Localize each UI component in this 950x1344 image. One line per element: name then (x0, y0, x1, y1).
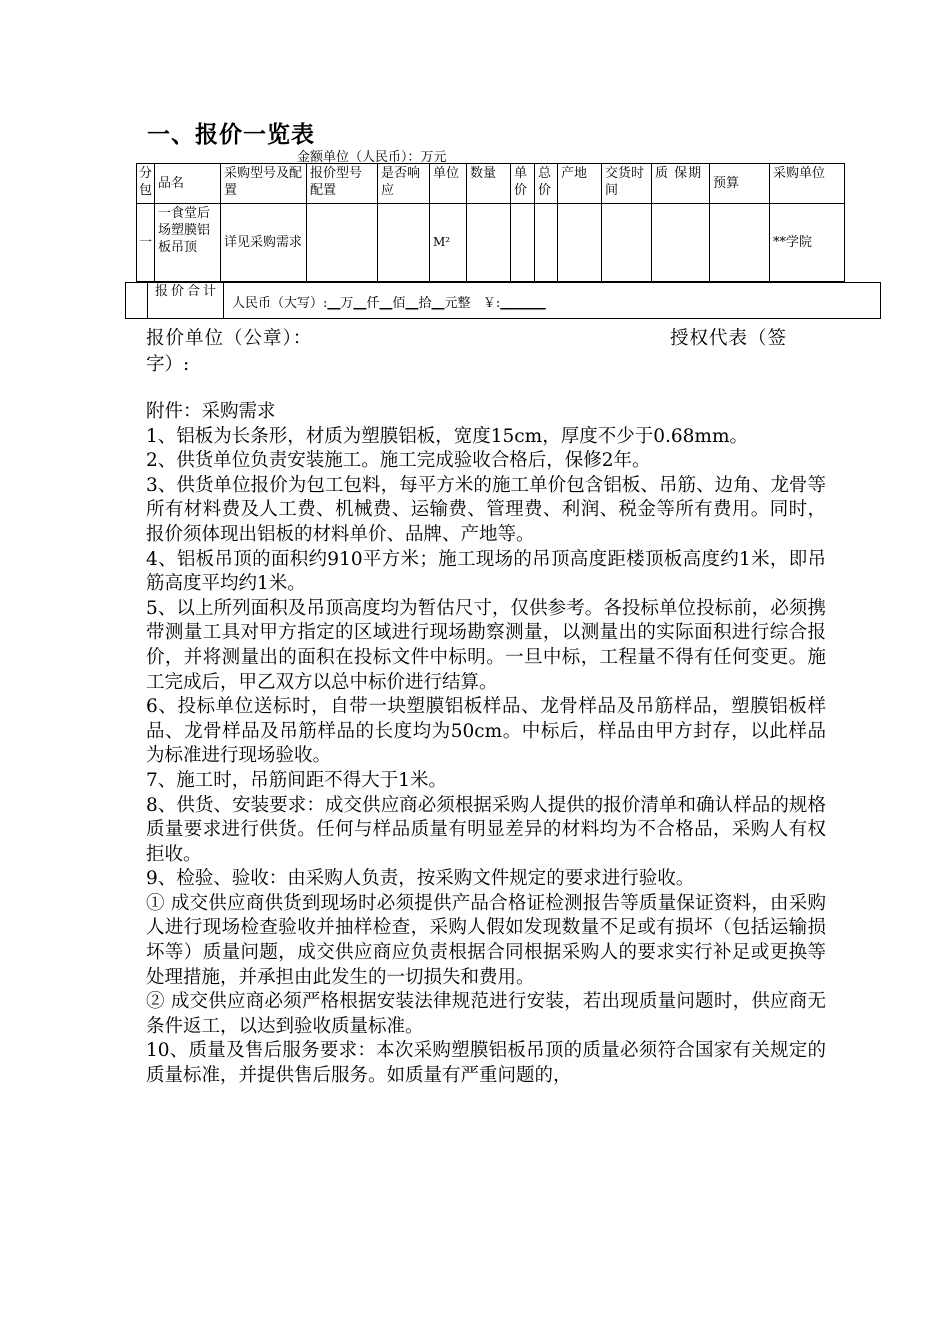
total-divider (147, 283, 148, 318)
header-cell: 单位 (430, 164, 467, 204)
table-header-row (137, 164, 845, 204)
quoting-unit-seal-label: 报价单位（公章）： (146, 328, 313, 349)
header-cell: 总价 (535, 164, 558, 204)
row-cell: **学院 (770, 204, 845, 282)
quote-total-row (125, 282, 881, 319)
row-cell (710, 204, 770, 282)
paragraph: 4、铝板吊顶的面积约910平方米；施工现场的吊顶高度距楼顶板高度约1米，即吊筋高度平均约1米。 (146, 548, 826, 595)
header-cell: 品名 (155, 164, 221, 204)
paragraph: 9、检验、验收：由采购人负责，按采购文件规定的要求进行验收。 (146, 868, 695, 890)
header-cell: 数量 (467, 164, 511, 204)
paragraph: 6、投标单位送标时，自带一块塑膜铝板样品、龙骨样品及吊筋样品，塑膜铝板样品、龙骨样品及吊筋样品的长度均为50cm。中标后，样品由甲方封存，以此样品为标准进行现场验收。 (146, 696, 826, 767)
header-cell: 交货时间 (602, 164, 652, 204)
total-divider (223, 283, 224, 318)
header-cell: 单价 (511, 164, 535, 204)
quote-table (136, 163, 845, 282)
table-row (137, 204, 845, 282)
row-cell (602, 204, 652, 282)
authorized-rep-label: 授权代表（签 (670, 328, 788, 349)
paragraph: 附件：采购需求 (146, 401, 276, 422)
row-cell: 一 (137, 204, 155, 282)
paragraph: 1、铝板为长条形，材质为塑膜铝板，宽度15cm，厚度不少于0.68mm。 (146, 425, 748, 447)
header-cell: 采购单位 (770, 164, 845, 204)
row-cell: 一食堂后场塑膜铝板吊顶 (155, 204, 221, 282)
header-cell: 分包 (137, 164, 155, 204)
header-cell: 报价型号配置 (307, 164, 378, 204)
row-cell (467, 204, 511, 282)
row-cell (378, 204, 430, 282)
row-cell: M² (430, 204, 467, 282)
header-cell: 预算 (710, 164, 770, 204)
currency-unit-note: 金额单位（人民币）：万元 (297, 150, 447, 165)
header-cell: 采购型号及配置 (221, 164, 307, 204)
requirements-section (146, 400, 826, 1089)
header-cell: 是否响应 (378, 164, 430, 204)
row-cell (535, 204, 558, 282)
row-cell (652, 204, 710, 282)
authorized-rep-label-cont: 字）: (146, 354, 190, 375)
row-cell (511, 204, 535, 282)
paragraph: 2、供货单位负责安装施工。施工完成验收合格后，保修2年。 (146, 450, 651, 472)
row-cell: 详见采购需求 (221, 204, 307, 282)
paragraph: 10、质量及售后服务要求：本次采购塑膜铝板吊顶的质量必须符合国家有关规定的质量标准，并提供售后服务。如质量有严重问题的， (146, 1040, 826, 1087)
paragraph: 8、供货、安装要求：成交供应商必须根据采购人提供的报价清单和确认样品的规格质量要求进行供货。任何与样品质量有明显差异的材料均为不合格品，采购人有权拒收。 (146, 794, 826, 865)
total-amount-text: 人民币（大写）:__万__仟__佰__拾__元整 ￥:_______ (232, 296, 546, 311)
row-cell (558, 204, 602, 282)
header-cell: 产地 (558, 164, 602, 204)
paragraph: 7、施工时，吊筋间距不得大于1米。 (146, 769, 448, 791)
row-cell (307, 204, 378, 282)
paragraph: 3、供货单位报价为包工包料，每平方米的施工单价包含铝板、吊筋、边角、龙骨等所有材料费及人工费、机械费、运输费、管理费、利润、税金等所有费用。同时，报价须体现出铝板的材料单价、品牌、产地等。 (146, 474, 826, 545)
page-title: 一、报价一览表 (147, 122, 315, 148)
paragraph: 5、以上所列面积及吊顶高度均为暂估尺寸，仅供参考。各投标单位投标前，必须携带测量工具对甲方指定的区域进行现场勘察测量，以测量出的实际面积进行综合报价，并将测量出的面积在投标文件中标明。一旦中标，工程量不得有任何变更。施工完成后，甲乙双方以总中标价进行结算。 (146, 597, 826, 693)
paragraph: ① 成交供应商供货到现场时必须提供产品合格证检测报告等质量保证资料，由采购人进行现场检查验收并抽样检查，采购人假如发现数量不足或有损坏（包括运输损坏等）质量问题，成交供应商应负责根据合同根据采购人的要求实行补足或更换等处理措施，并承担由此发生的一切损失和费用。 (146, 892, 826, 988)
header-cell: 质 保期 (652, 164, 710, 204)
total-label: 报价合计 (155, 284, 220, 299)
paragraph: ② 成交供应商必须严格根据安装法律规范进行安装，若出现质量问题时，供应商无条件返工，以达到验收质量标准。 (146, 991, 826, 1037)
